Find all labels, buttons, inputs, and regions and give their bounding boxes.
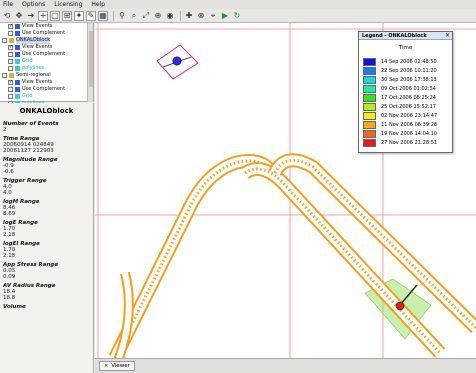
tree-item-label: View Events (22, 23, 53, 29)
view-icon[interactable]: ◉ (166, 10, 174, 20)
toolbar (0, 9, 476, 23)
tree-item[interactable] (0, 86, 93, 93)
menu-file[interactable]: File (3, 1, 14, 8)
menubar (0, 0, 476, 9)
legend-entry-label: 09 Oct 2006 01:02:54 (381, 85, 436, 92)
pan-icon[interactable]: ✥ (15, 10, 23, 20)
property-value: 8.46 (3, 205, 16, 211)
property-label: AV Radius Range (3, 283, 56, 289)
legend-entry (359, 66, 452, 75)
edit-icon[interactable]: ✎ (87, 10, 95, 20)
menu-licensing[interactable]: Licensing (54, 1, 83, 8)
legend-window[interactable] (358, 31, 453, 153)
event-marker-1 (157, 45, 198, 79)
legend-entry (359, 120, 452, 129)
scrollbar-thumb[interactable] (89, 31, 93, 87)
layer-icon (15, 52, 20, 57)
toolbar-separator (180, 11, 181, 21)
property-label: Number of Events (3, 121, 59, 127)
tree-item-label: View Events (22, 44, 53, 50)
layer-icon (15, 45, 20, 50)
tree-item[interactable] (0, 65, 93, 72)
tree-checkbox[interactable]: ✓ (9, 79, 14, 85)
legend-entry (359, 129, 452, 138)
tree-item[interactable] (0, 79, 93, 86)
property-value: 18.8 (3, 295, 16, 301)
legend-entry (359, 138, 452, 147)
legend-entry-label: 14 Sep 2006 02:48:50 (381, 58, 437, 65)
property-value: 1.70 (3, 226, 16, 232)
viewer-tab[interactable] (99, 361, 135, 371)
layer-icon (15, 80, 20, 85)
play-icon[interactable]: ▶ (221, 10, 229, 20)
property-label: logM Range (3, 199, 40, 205)
legend-title: Legend - ONKALOblock (362, 32, 427, 39)
tree-item[interactable] (0, 37, 93, 44)
legend-entry-label: 11 Nov 2006 06:39:28 (381, 121, 438, 128)
tree-checkbox[interactable] (8, 31, 13, 36)
tree-checkbox[interactable]: ✓ (9, 23, 14, 29)
close-icon[interactable]: × (444, 32, 450, 39)
property-value: 2 (3, 127, 7, 133)
center-icon[interactable]: ⊕ (154, 10, 162, 20)
menu-options[interactable]: Options (22, 1, 46, 8)
tree-item-label: Grid (22, 93, 33, 99)
property-value: 18.4 (3, 289, 16, 295)
property-value: 8.69 (3, 211, 16, 217)
measure-icon[interactable]: ⊞ (63, 10, 71, 20)
tree-item-label: Use Complement (22, 86, 66, 92)
layer-icon (15, 24, 20, 29)
tree-item[interactable] (0, 72, 93, 79)
tree-rows (0, 23, 93, 107)
property-label: logEI Range (3, 241, 40, 247)
legend-subtitle: Time (398, 45, 413, 51)
tree-checkbox[interactable] (2, 38, 7, 43)
legend-entry-label: 17 Oct 2006 08:25:24 (381, 94, 436, 101)
color-swatch (363, 112, 376, 120)
folder-icon (9, 73, 14, 78)
menu-help[interactable]: Help (91, 1, 106, 8)
property-label: Magnitude Range (3, 157, 58, 163)
tree-item-label: Use Complement (22, 51, 66, 57)
tree-checkbox[interactable] (2, 73, 7, 78)
property-label: logE Range (3, 220, 38, 226)
tree-item[interactable] (0, 30, 93, 37)
property-value: 2.18 (3, 253, 16, 259)
tunnel-left (115, 161, 275, 358)
property-value: 0.05 (3, 268, 16, 274)
grid-icon[interactable]: ▦ (99, 10, 107, 20)
tree-item[interactable] (0, 44, 93, 51)
properties-title: ONKALOblock (19, 107, 74, 115)
color-swatch (363, 85, 376, 93)
legend-rows (359, 57, 452, 147)
legend-entry-label: 02 Nov 2006 23:14:47 (381, 112, 438, 119)
tree-checkbox[interactable] (8, 87, 13, 92)
layer-icon (15, 94, 20, 99)
legend-entry (359, 84, 452, 93)
tree-item[interactable] (0, 23, 93, 30)
tree-checkbox[interactable] (8, 52, 13, 57)
property-value: 20061127 212903 (3, 148, 54, 154)
zoom-box-icon[interactable]: ⌕ (131, 10, 137, 20)
tree-item-label: polylines (22, 65, 45, 71)
close-tab-icon[interactable]: × (104, 362, 109, 369)
point-icon[interactable]: ✚ (185, 10, 193, 20)
filter-icon[interactable]: ⊗ (197, 10, 205, 20)
legend-entry-label: 19 Nov 2006 14:04:10 (381, 130, 438, 137)
legend-entry-label: 30 Sep 2006 17:38:13 (381, 76, 437, 83)
viewer-tab-label: Viewer (111, 362, 130, 369)
legend-entry (359, 111, 452, 120)
tunnel-lower (119, 273, 129, 358)
rotate-icon[interactable]: ⟲ (3, 10, 11, 20)
property-value: 0.09 (3, 274, 16, 280)
properties-panel (0, 103, 94, 373)
property-value: 1.70 (3, 247, 16, 253)
color-swatch (363, 76, 376, 84)
tree-item[interactable] (0, 93, 93, 100)
tree-item-label: Semi-regional (16, 72, 51, 78)
pick-icon[interactable]: ✦ (75, 10, 83, 20)
tree-item-label: Use Complement (22, 30, 66, 36)
legend-entry (359, 93, 452, 102)
tree-item[interactable] (0, 51, 93, 58)
color-swatch (363, 121, 376, 129)
tree-scrollbar[interactable] (87, 23, 93, 102)
color-swatch (363, 139, 376, 147)
zoom-in-icon[interactable]: + (39, 10, 47, 20)
layer-icon (15, 59, 20, 64)
property-value: 4.0 (3, 184, 12, 190)
move-icon[interactable]: ➔ (27, 10, 35, 20)
property-value: -0.9 (3, 163, 14, 169)
tree-checkbox[interactable] (8, 94, 13, 99)
toolbar-separator (113, 11, 114, 21)
property-value: -0.6 (3, 169, 14, 175)
color-swatch (363, 94, 376, 102)
tree-item-label: ONKALOblock (16, 37, 51, 43)
legend-entry (359, 57, 452, 66)
layer-tree (0, 23, 94, 102)
tree-checkbox[interactable] (8, 59, 13, 64)
color-swatch (363, 103, 376, 111)
property-value: 2.18 (3, 232, 16, 238)
legend-header[interactable] (359, 32, 452, 40)
color-swatch (363, 58, 376, 66)
property-label: App Stress Range (3, 262, 59, 268)
legend-entry-label: 27 Nov 2006 21:28:51 (381, 139, 438, 146)
legend-entry-label: 25 Oct 2006 15:52:17 (381, 103, 436, 110)
tree-item[interactable] (0, 58, 93, 65)
folder-icon (9, 38, 14, 43)
legend-entry (359, 102, 452, 111)
layer-icon (15, 87, 20, 92)
zoom-icon[interactable]: ⚲ (119, 10, 125, 20)
select-icon[interactable]: ▢ (51, 10, 59, 20)
property-label: Time Range (3, 136, 40, 142)
layer-icon (15, 66, 20, 71)
color-swatch (363, 130, 376, 138)
viewer-statusbar (95, 358, 476, 373)
property-value: 20060914 024849 (3, 142, 54, 148)
tree-item-label: Grid (22, 58, 33, 64)
legend-entry (359, 75, 452, 84)
refresh-icon[interactable]: ↻ (233, 10, 241, 20)
tree-item-label: View Events (22, 79, 53, 85)
fit-icon[interactable]: ⤢ (142, 10, 150, 20)
property-label: Trigger Range (3, 178, 47, 184)
tree-checkbox[interactable] (8, 66, 13, 71)
tree-checkbox[interactable]: ✓ (9, 44, 14, 50)
property-value: 4.0 (3, 190, 12, 196)
legend-entry-label: 22 Sep 2006 10:11:20 (381, 67, 437, 74)
layer-icon (15, 31, 20, 36)
color-swatch (363, 67, 376, 75)
cursor-icon[interactable]: ⌖ (210, 10, 216, 20)
property-label: Volume (3, 304, 26, 310)
properties-list (3, 121, 90, 310)
